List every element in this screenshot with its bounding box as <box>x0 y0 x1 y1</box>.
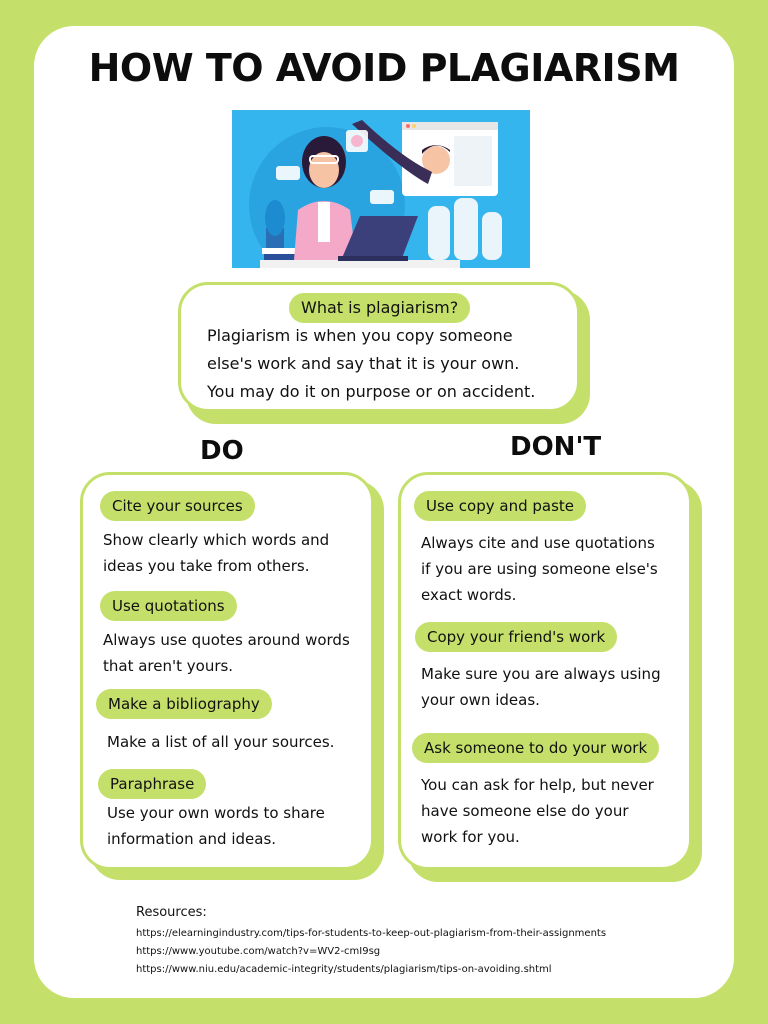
what-is-text <box>207 322 535 406</box>
resource-link[interactable]: https://elearningindustry.com/tips-for-students-to-keep-out-plagiarism-from-their-assignments <box>136 928 607 939</box>
dont-item-line: have someone else do your <box>421 802 629 820</box>
resources-label: Resources: <box>136 905 207 920</box>
what-is-label: What is plagiarism? <box>289 293 470 323</box>
what-is-line: else's work and say that it is your own. <box>207 354 520 373</box>
do-item-line: Make a list of all your sources. <box>107 733 335 751</box>
dont-item-line: if you are using someone else's <box>421 560 658 578</box>
do-item-line: that aren't yours. <box>103 657 234 675</box>
dont-item-line: Make sure you are always using <box>421 665 661 683</box>
do-item-text <box>107 800 325 852</box>
resource-link[interactable]: https://www.niu.edu/academic-integrity/students/plagiarism/tips-on-avoiding.shtml <box>136 964 552 975</box>
do-item-label: Paraphrase <box>98 769 206 799</box>
what-is-line: Plagiarism is when you copy someone <box>207 326 513 345</box>
dont-item-text <box>421 530 658 608</box>
do-item-line: Always use quotes around words <box>103 631 350 649</box>
do-item-label: Use quotations <box>100 591 237 621</box>
dont-item-text <box>421 772 654 850</box>
dont-item-line: You can ask for help, but never <box>421 776 654 794</box>
hero-illustration <box>232 110 530 268</box>
do-item-line: Show clearly which words and <box>103 531 330 549</box>
do-item-line: Use your own words to share <box>107 804 325 822</box>
dont-item-label: Ask someone to do your work <box>412 733 659 763</box>
illustration-icon <box>232 110 530 268</box>
page-title: HOW TO AVOID PLAGIARISM <box>88 46 680 90</box>
dont-item-line: work for you. <box>421 828 520 846</box>
dont-item-label: Copy your friend's work <box>415 622 617 652</box>
dont-item-label: Use copy and paste <box>414 491 586 521</box>
do-item-label: Make a bibliography <box>96 689 272 719</box>
dont-heading: DON'T <box>510 432 602 462</box>
do-item-line: information and ideas. <box>107 830 277 848</box>
do-item-label: Cite your sources <box>100 491 255 521</box>
do-item-line: ideas you take from others. <box>103 557 310 575</box>
do-item-text <box>103 627 350 679</box>
dont-item-line: exact words. <box>421 586 517 604</box>
dont-item-line: your own ideas. <box>421 691 540 709</box>
dont-item-text <box>421 661 661 713</box>
do-item-text <box>107 729 334 755</box>
resource-link[interactable]: https://www.youtube.com/watch?v=WV2-cmI9sg <box>136 946 381 957</box>
do-item-text <box>103 527 329 579</box>
do-heading: DO <box>200 436 244 466</box>
what-is-line: You may do it on purpose or on accident. <box>207 382 536 401</box>
dont-item-line: Always cite and use quotations <box>421 534 655 552</box>
